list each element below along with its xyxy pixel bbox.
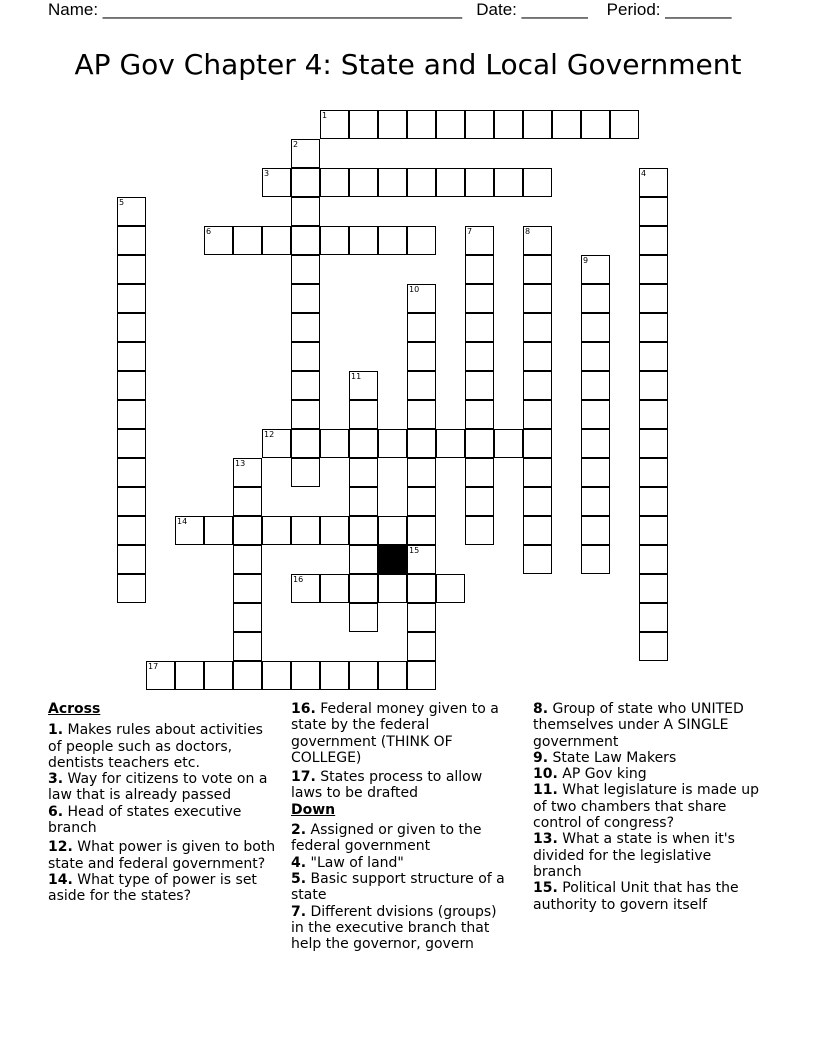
clue-column-1 — [48, 701, 276, 905]
clue-across-3: 3. Way for citizens to vote on a law that is already passed — [48, 771, 268, 804]
grid-cell[interactable] — [175, 661, 204, 690]
clue-number: 6 — [206, 227, 212, 236]
grid-cell[interactable] — [117, 313, 146, 342]
grid-cell[interactable] — [117, 574, 146, 603]
grid-cell[interactable] — [233, 632, 262, 661]
grid-cell[interactable] — [407, 574, 436, 603]
clue-down-9: 9. State Law Makers — [533, 749, 677, 766]
clue-number: 3 — [264, 169, 270, 178]
grid-cell[interactable] — [407, 168, 436, 197]
grid-cell[interactable] — [320, 226, 349, 255]
grid-cell[interactable] — [291, 661, 320, 690]
grid-cell[interactable] — [291, 197, 320, 226]
grid-cell[interactable] — [117, 371, 146, 400]
clue-down-2: 2. Assigned or given to the federal government — [291, 822, 482, 855]
grid-cell[interactable] — [639, 603, 668, 632]
grid-cell[interactable] — [117, 284, 146, 313]
grid-cell[interactable] — [523, 342, 552, 371]
clue-down-8: 8. Group of state who UNITED themselves under A SINGLE government — [533, 701, 744, 750]
grid-cell[interactable] — [407, 487, 436, 516]
clue-down-4: 4. "Law of land" — [291, 854, 404, 871]
grid-cell[interactable] — [436, 574, 465, 603]
grid-cell[interactable] — [523, 458, 552, 487]
grid-cell[interactable] — [407, 661, 436, 690]
across-heading: Across — [48, 701, 101, 717]
grid-cell[interactable] — [465, 168, 494, 197]
grid-cell[interactable] — [581, 313, 610, 342]
grid-cell[interactable] — [407, 313, 436, 342]
grid-cell[interactable] — [639, 516, 668, 545]
grid-cell[interactable] — [378, 226, 407, 255]
grid-cell[interactable] — [204, 516, 233, 545]
grid-cell[interactable] — [581, 284, 610, 313]
grid-cell[interactable] — [581, 429, 610, 458]
clue-across-6: 6. Head of states executive branch — [48, 803, 242, 837]
grid-cell[interactable] — [639, 255, 668, 284]
grid-cell[interactable] — [262, 661, 291, 690]
grid-cell[interactable] — [581, 458, 610, 487]
grid-cell[interactable] — [407, 226, 436, 255]
grid-cell[interactable] — [465, 429, 494, 458]
grid-cell[interactable] — [233, 661, 262, 690]
grid-cell[interactable] — [378, 516, 407, 545]
grid-cell[interactable] — [117, 400, 146, 429]
grid-cell[interactable] — [581, 400, 610, 429]
clue-number: 13 — [235, 459, 246, 468]
grid-cell[interactable] — [233, 545, 262, 574]
grid-cell[interactable] — [233, 603, 262, 632]
clue-across-1: 1. Makes rules about activities of people such as doctors, dentists teachers etc. — [48, 722, 263, 771]
grid-cell[interactable] — [639, 574, 668, 603]
grid-cell[interactable] — [291, 371, 320, 400]
grid-cell[interactable] — [552, 110, 581, 139]
grid-cell[interactable] — [494, 429, 523, 458]
grid-cell[interactable] — [320, 516, 349, 545]
grid-cell[interactable] — [117, 342, 146, 371]
grid-cell[interactable] — [523, 284, 552, 313]
grid-cell[interactable] — [349, 110, 378, 139]
grid-cell[interactable] — [320, 574, 349, 603]
grid-cell[interactable] — [117, 226, 146, 255]
grid-cell[interactable] — [639, 284, 668, 313]
grid-cell[interactable] — [291, 313, 320, 342]
grid-cell[interactable] — [581, 371, 610, 400]
grid-cell[interactable] — [639, 458, 668, 487]
clue-down-15: 15. Political Unit that has the authority to govern itself — [533, 880, 739, 913]
grid-cell[interactable] — [204, 661, 233, 690]
grid-cell[interactable] — [378, 429, 407, 458]
grid-cell[interactable] — [581, 342, 610, 371]
clue-number: 7 — [467, 227, 473, 236]
page-title: AP Gov Chapter 4: State and Local Government — [74, 48, 742, 81]
grid-cell[interactable] — [291, 429, 320, 458]
grid-cell[interactable] — [349, 226, 378, 255]
grid-cell[interactable] — [349, 487, 378, 516]
grid-cell[interactable] — [291, 255, 320, 284]
clue-number: 1 — [322, 111, 328, 120]
clue-number: 16 — [293, 575, 304, 584]
clue-across-17: 17. States process to allow laws to be drafted — [291, 769, 483, 802]
clue-across-14: 14. What type of power is set aside for the states? — [48, 871, 257, 905]
grid-cell[interactable] — [291, 342, 320, 371]
grid-cell[interactable] — [117, 487, 146, 516]
grid-cell[interactable] — [233, 574, 262, 603]
clue-down-10: 10. AP Gov king — [533, 766, 647, 783]
grid-cell[interactable] — [436, 429, 465, 458]
grid-cell[interactable] — [523, 400, 552, 429]
clue-number: 2 — [293, 140, 299, 149]
grid-cell[interactable] — [523, 487, 552, 516]
grid-cell[interactable] — [407, 400, 436, 429]
grid-cell[interactable] — [378, 574, 407, 603]
grid-cell[interactable] — [117, 545, 146, 574]
grid-cell[interactable] — [639, 487, 668, 516]
clue-number: 11 — [351, 372, 362, 381]
grid-cell[interactable] — [639, 226, 668, 255]
clue-number: 14 — [177, 517, 188, 526]
grid-cell[interactable] — [117, 429, 146, 458]
grid-cell[interactable] — [407, 342, 436, 371]
clue-number: 4 — [641, 169, 647, 178]
grid-cell[interactable] — [349, 516, 378, 545]
clue-down-13: 13. What a state is when it's divided for the legislative branch — [533, 831, 735, 880]
grid-cell[interactable] — [639, 400, 668, 429]
grid-cell[interactable] — [436, 110, 465, 139]
grid-cell[interactable] — [349, 429, 378, 458]
grid-cell[interactable] — [262, 516, 291, 545]
grid-cell[interactable] — [581, 545, 610, 574]
clue-number: 5 — [119, 198, 125, 207]
grid-cell[interactable] — [523, 429, 552, 458]
grid-cell[interactable] — [465, 284, 494, 313]
student-info-line: Name: ______________________________________ Date: _______ Period: _______ — [48, 0, 732, 19]
grid-cell[interactable] — [523, 110, 552, 139]
grid-cell[interactable] — [465, 255, 494, 284]
grid-cell[interactable] — [465, 400, 494, 429]
grid-cell[interactable] — [407, 516, 436, 545]
grid-cell[interactable] — [349, 400, 378, 429]
grid-cell[interactable] — [465, 487, 494, 516]
grid-cell[interactable] — [436, 168, 465, 197]
grid-cell[interactable] — [639, 632, 668, 661]
grid-cell[interactable] — [378, 661, 407, 690]
grid-cell[interactable] — [407, 603, 436, 632]
clue-column-3 — [533, 701, 761, 913]
black-square — [378, 545, 407, 574]
grid-cell[interactable] — [291, 226, 320, 255]
grid-cell[interactable] — [407, 110, 436, 139]
grid-cell[interactable] — [291, 516, 320, 545]
down-heading: Down — [291, 801, 336, 818]
grid-cell[interactable] — [117, 255, 146, 284]
grid-cell[interactable] — [262, 226, 291, 255]
clue-number: 17 — [148, 662, 159, 671]
grid-cell[interactable] — [407, 371, 436, 400]
grid-cell[interactable] — [349, 661, 378, 690]
grid-cell[interactable] — [523, 371, 552, 400]
grid-cell[interactable] — [291, 168, 320, 197]
grid-cell[interactable] — [523, 313, 552, 342]
grid-cell[interactable] — [581, 110, 610, 139]
grid-cell[interactable] — [465, 371, 494, 400]
clue-down-11: 11. What legislature is made up of two chambers that share control of congress? — [533, 782, 759, 832]
clue-number: 8 — [525, 227, 531, 236]
grid-cell[interactable] — [639, 545, 668, 574]
grid-cell[interactable] — [523, 516, 552, 545]
grid-cell[interactable] — [291, 400, 320, 429]
grid-cell[interactable] — [378, 168, 407, 197]
grid-cell[interactable] — [349, 168, 378, 197]
clue-down-7: 7. Different dvisions (groups) in the executive branch that help the governor, govern — [291, 903, 497, 953]
grid-cell[interactable] — [523, 545, 552, 574]
grid-cell[interactable] — [523, 255, 552, 284]
grid-cell[interactable] — [407, 429, 436, 458]
grid-cell[interactable] — [465, 342, 494, 371]
grid-cell[interactable] — [465, 458, 494, 487]
grid-cell[interactable] — [320, 661, 349, 690]
grid-cell[interactable] — [349, 545, 378, 574]
grid-cell[interactable] — [233, 226, 262, 255]
clue-across-16: 16. Federal money given to a state by the federal government (THINK OF COLLEGE) — [291, 701, 499, 766]
grid-cell[interactable] — [639, 371, 668, 400]
grid-cell[interactable] — [320, 429, 349, 458]
grid-cell[interactable] — [407, 458, 436, 487]
grid-cell[interactable] — [523, 168, 552, 197]
clue-across-12: 12. What power is given to both state and federal government? — [48, 839, 276, 872]
grid-cell[interactable] — [465, 110, 494, 139]
grid-cell[interactable] — [233, 487, 262, 516]
grid-cell[interactable] — [494, 110, 523, 139]
clue-number: 12 — [264, 430, 275, 439]
grid-cell[interactable] — [639, 313, 668, 342]
grid-cell[interactable] — [233, 516, 262, 545]
grid-cell[interactable] — [349, 603, 378, 632]
grid-cell[interactable] — [465, 313, 494, 342]
grid-cell[interactable] — [639, 197, 668, 226]
clue-number: 9 — [583, 256, 589, 265]
grid-cell[interactable] — [117, 458, 146, 487]
clue-column-2 — [291, 701, 513, 952]
grid-cell[interactable] — [465, 516, 494, 545]
grid-cell[interactable] — [639, 429, 668, 458]
grid-cell[interactable] — [581, 487, 610, 516]
grid-cell[interactable] — [639, 342, 668, 371]
grid-cell[interactable] — [378, 110, 407, 139]
grid-cell[interactable] — [349, 458, 378, 487]
grid-cell[interactable] — [581, 516, 610, 545]
clue-number: 10 — [409, 285, 420, 294]
grid-cell[interactable] — [610, 110, 639, 139]
grid-cell[interactable] — [320, 168, 349, 197]
clue-down-5: 5. Basic support structure of a state — [291, 870, 505, 904]
grid-cell[interactable] — [407, 632, 436, 661]
grid-cell[interactable] — [291, 458, 320, 487]
grid-cell[interactable] — [117, 516, 146, 545]
grid-cell[interactable] — [494, 168, 523, 197]
clue-number: 15 — [409, 546, 420, 555]
grid-cell[interactable] — [349, 574, 378, 603]
grid-cell[interactable] — [291, 284, 320, 313]
